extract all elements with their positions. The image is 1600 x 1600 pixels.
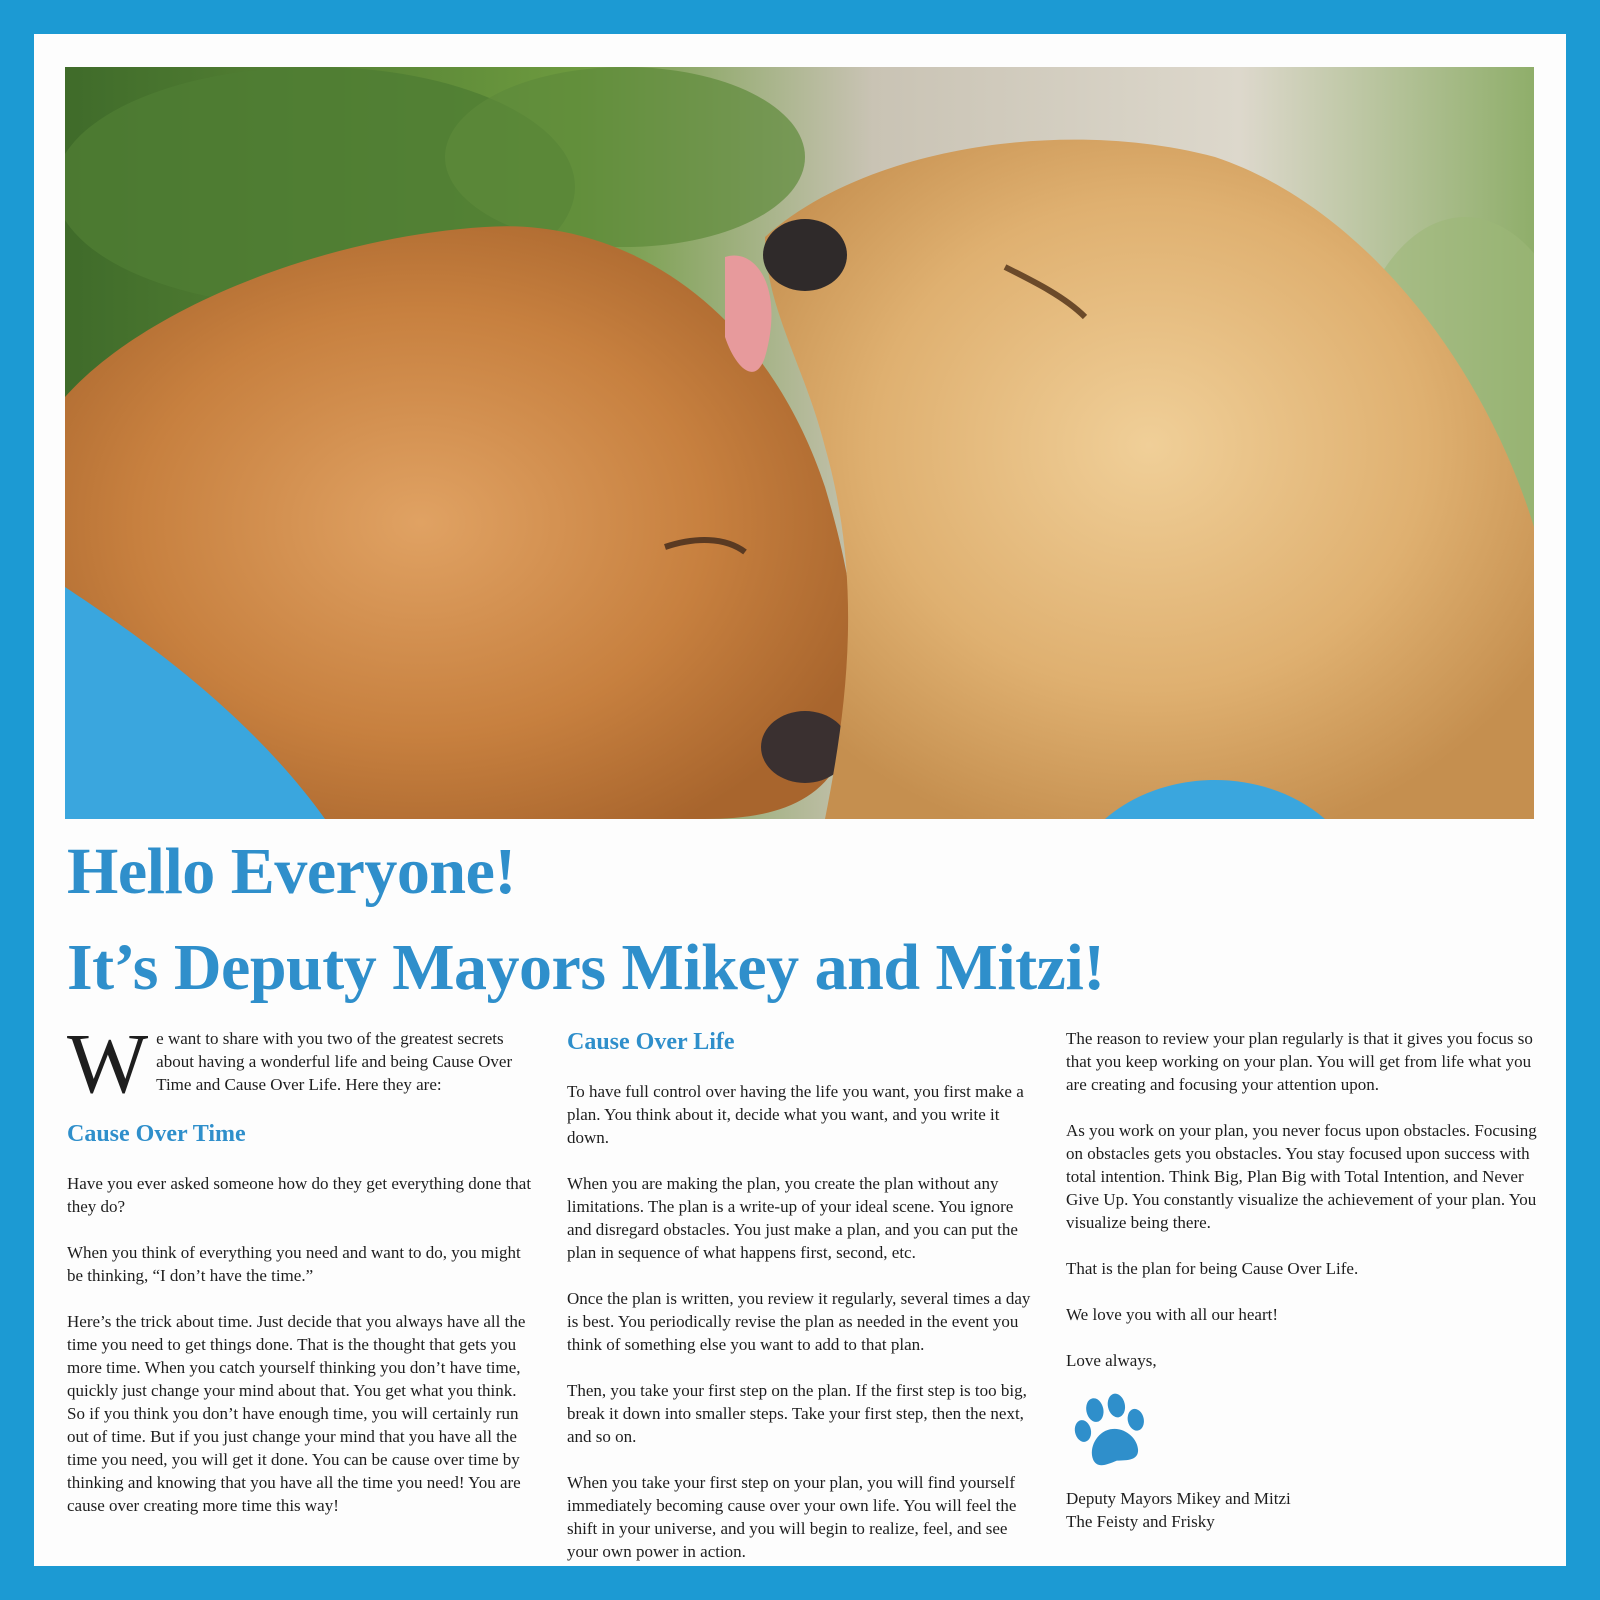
paragraph: When you are making the plan, you create the plan without any limitations. The plan is a write-up of your ideal scene. You ignore and disregard obstacles. You just make a plan, and you can put the plan in sequence of what happens first, second, etc.: [567, 1174, 1018, 1262]
column-2: [567, 1027, 1037, 1586]
signature: [1066, 1487, 1541, 1533]
paragraph: When you think of everything you need and want to do, you might be thinking, “I don’t have the time.”: [67, 1243, 521, 1285]
paragraph: Here’s the trick about time. Just decide that you always have all the time you need to get things done. That is the thought that gets you more time. When you catch yourself thinking you don’t have time, quickly just change your mind about that. You get what you think. So if you think you don’t have enough time, you will certainly run out of time. But if you just change your mind that you have all the time you need, you will get it done. You can be cause over time by thinking and knowing that you have all the time you need! You are cause over creating more time this way!: [67, 1312, 526, 1515]
paragraph: Have you ever asked someone how do they get everything done that they do?: [67, 1174, 532, 1216]
intro-text: e want to share with you two of the greatest secrets about having a wonderful life and being Cause Over Time and Cause Over Life. Here they are:: [156, 1029, 513, 1094]
section-title-cause-over-life: Cause Over Life: [567, 1029, 735, 1055]
paragraph: To have full control over having the life you want, you first make a plan. You think about it, decide what you want, and you write it down.: [567, 1082, 1024, 1147]
headline-line-2: It’s Deputy Mayors Mikey and Mitzi!: [67, 931, 1105, 1004]
section-title-cause-over-time: Cause Over Time: [67, 1121, 246, 1147]
intro-paragraph: [67, 1015, 537, 1111]
paragraph: The reason to review your plan regularly is that it gives you focus so that you keep working on your plan. You will get from life what you are creating and focusing your attention upon.: [1066, 1029, 1533, 1094]
signature-line-1: Deputy Mayors Mikey and Mitzi: [1066, 1489, 1291, 1508]
paragraph: We love you with all our heart!: [1066, 1305, 1279, 1324]
signature-line-2: The Feisty and Frisky: [1066, 1512, 1215, 1531]
column-1: [67, 1015, 537, 1540]
paragraph: As you work on your plan, you never focus upon obstacles. Focusing on obstacles gets you obstacles. You stay focused upon success with total intention. Think Big, Plan Big with Total Intention, and Never Give Up. You constantly visualize the achievement of your plan. You visualize being there.: [1066, 1121, 1537, 1232]
closing-line: Love always,: [1066, 1351, 1157, 1370]
page-headline: [67, 824, 1527, 1016]
hero-photo: [65, 67, 1534, 819]
paragraph: That is the plan for being Cause Over Life.: [1066, 1259, 1359, 1278]
paw-print-icon: [1070, 1391, 1154, 1475]
column-3: [1066, 1027, 1541, 1533]
paragraph: Then, you take your first step on the plan. If the first step is too big, break it down into smaller steps. Take your first step, then the next, and so on.: [567, 1381, 1027, 1446]
headline-line-1: Hello Everyone!: [67, 835, 516, 908]
drop-cap: W: [67, 1015, 149, 1111]
dogs-photo-illustration: [65, 67, 1534, 819]
paragraph: Once the plan is written, you review it regularly, several times a day is best. You periodically revise the plan as needed in the event you think of something else you want to add to that plan.: [567, 1289, 1031, 1354]
page-frame: [34, 34, 1566, 1566]
paragraph: When you take your first step on your plan, you will find yourself immediately becoming cause over your own life. You will feel the shift in your universe, and you will begin to realize, feel, and see your own power in action.: [567, 1473, 1017, 1561]
